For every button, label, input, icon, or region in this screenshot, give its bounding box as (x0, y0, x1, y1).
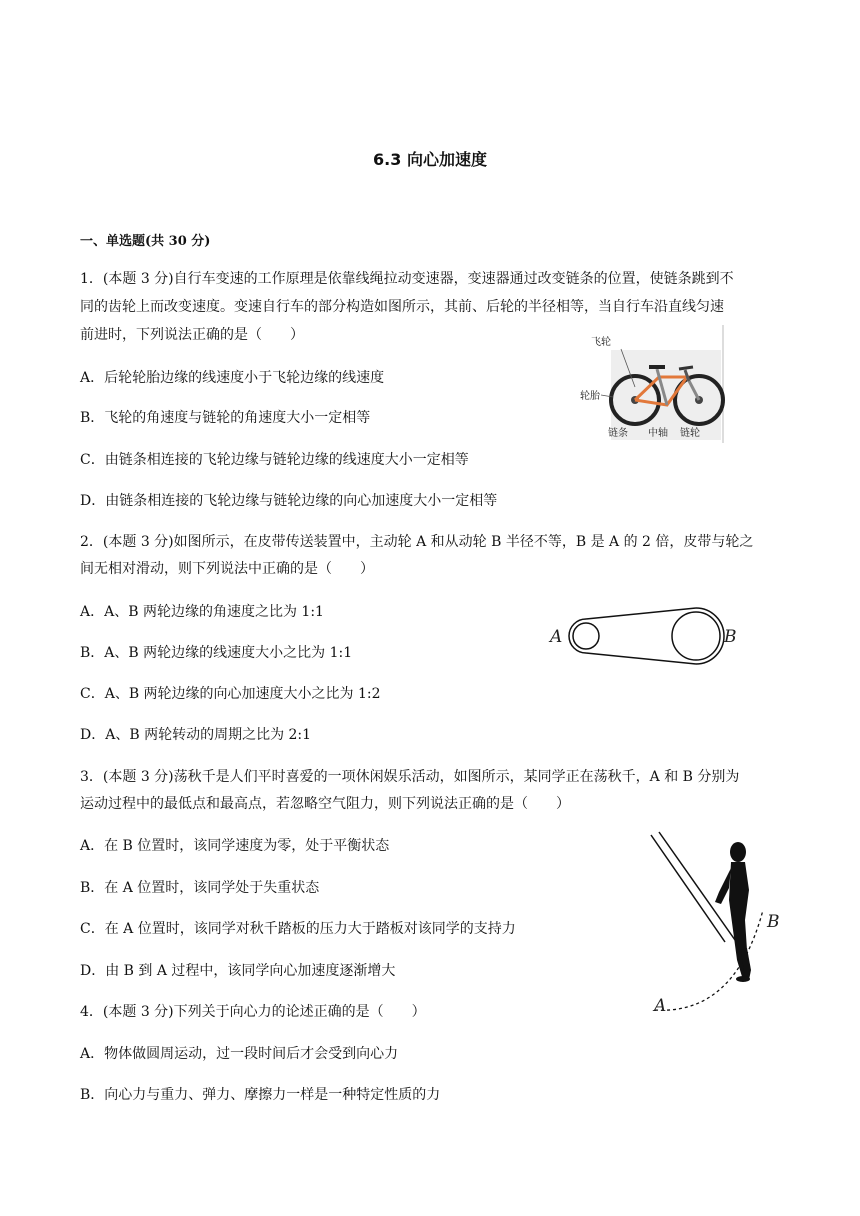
swing-figure (645, 830, 795, 1020)
flywheel-label: 飞轮 (591, 337, 611, 348)
pulley-b (672, 612, 720, 660)
q4-option-a: A．物体做圆周运动，过一段时间后才会受到向心力 (80, 1046, 399, 1062)
bicycle-figure (575, 325, 735, 445)
q2-stem-line1: 2．(本题 3 分)如图所示，在皮带传送装置中，主动轮 A 和从动轮 B 半径不等，B 是 A 的 2 倍，皮带与轮之 (80, 534, 754, 550)
q1-option-c: C．由链条相连接的飞轮边缘与链轮边缘的线速度大小一定相等 (80, 452, 469, 468)
pulley-a (573, 623, 599, 649)
person-silhouette-icon (715, 842, 751, 982)
page-title: 6.3 向心加速度 (373, 150, 487, 169)
q2-option-a: A．A、B 两轮边缘的角速度之比为 1:1 (80, 604, 324, 620)
q3-stem-line2: 运动过程中的最低点和最高点，若忽略空气阻力，则下列说法正确的是（ ） (80, 796, 570, 812)
q3-option-b: B．在 A 位置时，该同学处于失重状态 (80, 880, 320, 896)
belt-top (586, 608, 696, 619)
swing-point-a-label: A (654, 996, 667, 1016)
q1-option-b: B．飞轮的角速度与链轮的角速度大小一定相等 (80, 410, 371, 426)
q1-option-a: A．后轮轮胎边缘的线速度小于飞轮边缘的线速度 (80, 370, 385, 386)
q1-option-d: D．由链条相连接的飞轮边缘与链轮边缘的向心加速度大小一定相等 (80, 493, 498, 509)
pulley-a-label: A (550, 627, 563, 647)
swing-point-b-label: B (767, 912, 780, 932)
q4-stem-line1: 4．(本题 3 分)下列关于向心力的论述正确的是（ ） (80, 1004, 426, 1020)
belt-bottom (586, 653, 696, 664)
axle-label: 中轴 (648, 428, 668, 439)
section-heading: 一、单选题(共 30 分) (80, 234, 211, 249)
q2-option-c: C．A、B 两轮边缘的向心加速度大小之比为 1:2 (80, 686, 381, 702)
q3-option-d: D．由 B 到 A 过程中，该同学向心加速度逐渐增大 (80, 963, 396, 979)
q4-option-b: B．向心力与重力、弹力、摩擦力一样是一种特定性质的力 (80, 1087, 441, 1103)
sprocket-label: 链轮 (680, 428, 700, 439)
q3-stem-line1: 3．(本题 3 分)荡秋千是人们平时喜爱的一项休闲娱乐活动，如图所示，某同学正在荡秋千，A 和 B 分别为 (80, 769, 740, 785)
tire-label: 轮胎 (580, 391, 600, 402)
pulley-b-label: B (724, 627, 737, 647)
q2-option-b: B．A、B 两轮边缘的线速度大小之比为 1:1 (80, 645, 353, 661)
belt-drive-figure (545, 605, 745, 665)
q1-stem-line1: 1．(本题 3 分)自行车变速的工作原理是依靠线绳拉动变速器，变速器通过改变链条的位置，使链条跳到不 (80, 271, 734, 287)
q2-stem-line2: 间无相对滑动，则下列说法中正确的是（ ） (80, 561, 374, 577)
q3-option-c: C．在 A 位置时，该同学对秋千踏板的压力大于踏板对该同学的支持力 (80, 921, 516, 937)
q3-option-a: A．在 B 位置时，该同学速度为零，处于平衡状态 (80, 838, 390, 854)
chain-label: 链条 (608, 428, 628, 439)
q1-stem-line2: 同的齿轮上而改变速度。变速自行车的部分构造如图所示，其前、后轮的半径相等，当自行车沿直线匀速 (80, 299, 724, 315)
q1-stem-line3: 前进时，下列说法正确的是（ ） (80, 327, 304, 343)
q2-option-d: D．A、B 两轮转动的周期之比为 2:1 (80, 727, 312, 743)
